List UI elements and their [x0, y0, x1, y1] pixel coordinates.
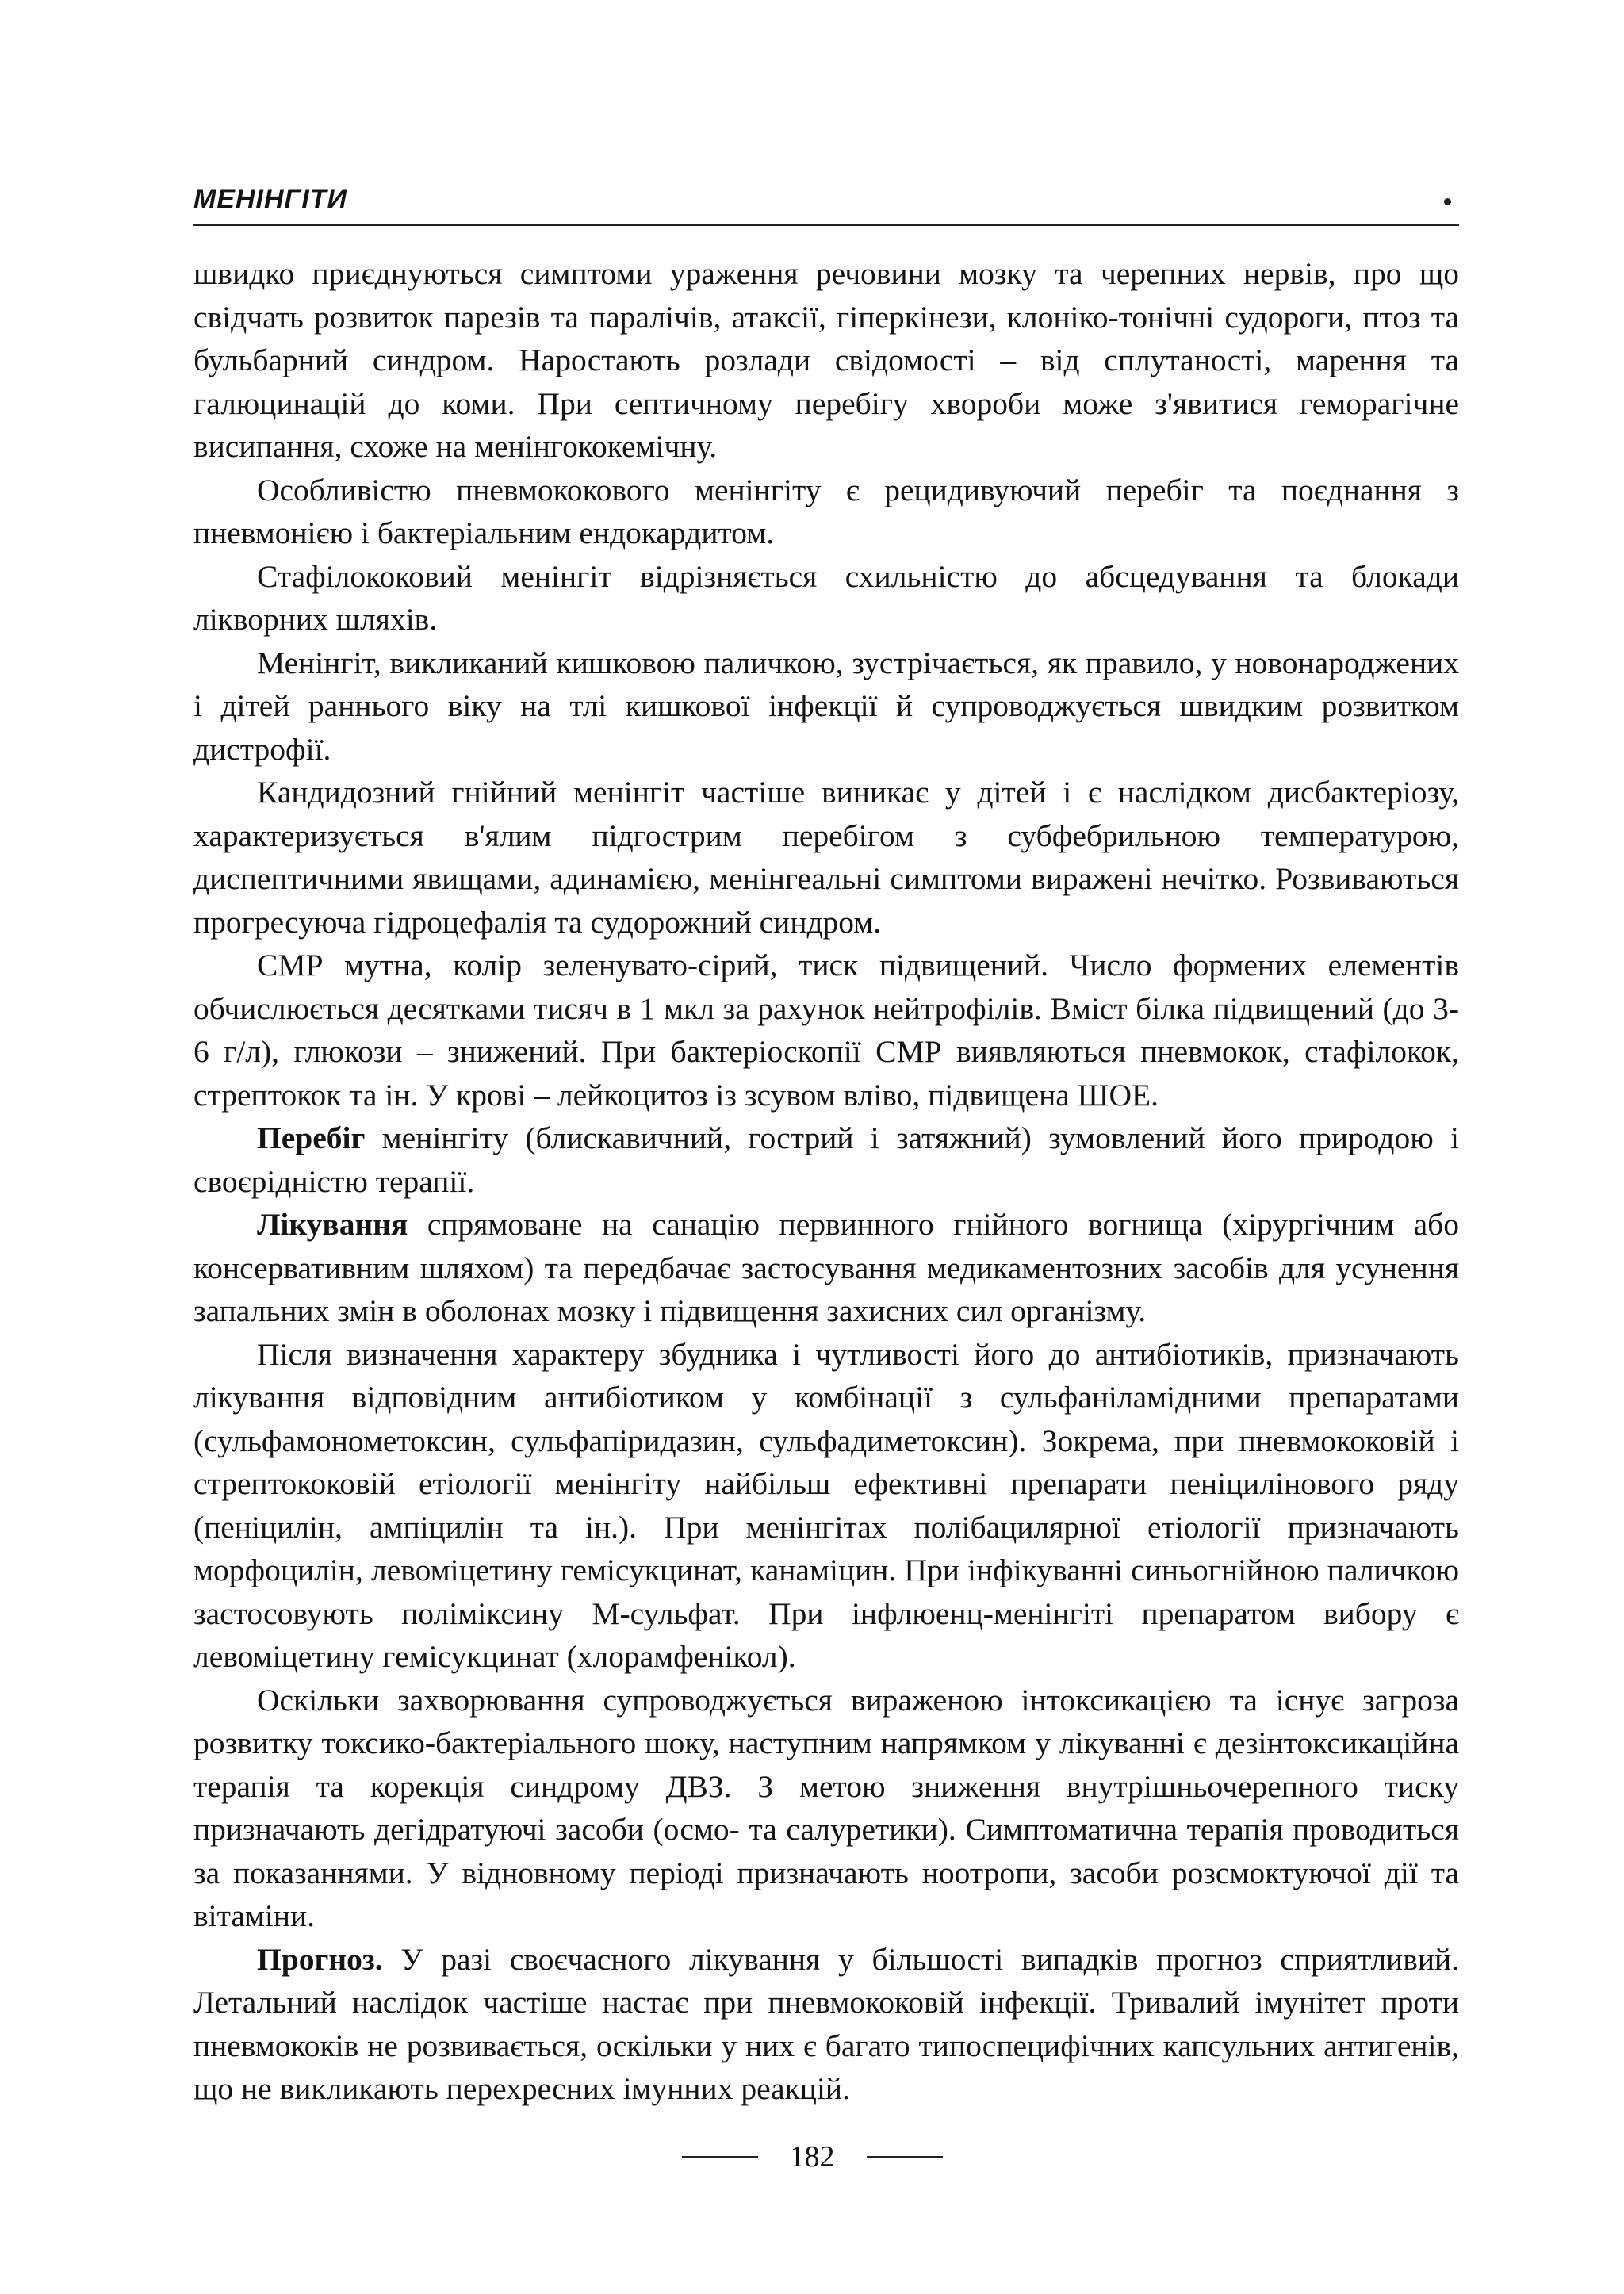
running-title: МЕНІНГІТИ [193, 184, 348, 214]
page-body [193, 252, 1459, 2111]
paragraph: СМР мутна, колір зеленувато-сірий, тиск підвищений. Число формених елементів обчислюється десятками тисяч в 1 мкл за рахунок нейтрофілів. Вміст білка підвищений (до 3-6 г/л), глюкози – знижений. При бактеріоскопії СМР виявляються пневмокок, стафілокок, стрептокок та ін. У крові – лейкоцитоз із зсувом вліво, підвищена ШОЕ. [193, 948, 1459, 1113]
paragraph: Особливістю пневмококового менінгіту є рецидивуючий перебіг та поєднання з пневмонією і бактеріальним ендокардитом. [193, 472, 1459, 550]
paragraph [193, 1938, 1459, 2111]
paragraph-text: У разі своєчасного лікування у більшості випадків прогноз сприятливий. Летальний наслідок частіше настає при пневмококовій інфекції. Тривалий імунітет проти пневмококів не розвивається, оскільки у них є багато типоспецифічних капсульних антигенів, що не викликають перехресних імунних реакцій. [193, 1941, 1459, 2106]
bullet-dot-icon [1444, 198, 1451, 205]
paragraph: Після визначення характеру збудника і чутливості його до антибіотиків, призначають лікування відповідним антибіотиком у комбінації з сульфаніламідними препаратами (сульфамонометоксин, сульфапіридазин, сульфадиметоксин). Зокрема, при пневмококовій і стрептококовій етіології менінгіту найбільш ефективні препарати пеніцилінового ряду (пеніцилін, ампіцилін та ін.). При менінгітах полібацилярної етіології призначають морфоцилін, левоміцетину гемісукцинат, канаміцин. При інфікуванні синьогнійною паличкою застосовують поліміксину М-сульфат. При інфлюенц-менінгіті препаратом вибору є левоміцетину гемісукцинат (хлорамфенікол). [193, 1336, 1459, 1674]
section-lead-treatment: Лікування [257, 1207, 408, 1242]
paragraph [193, 1116, 1459, 1203]
paragraph: швидко приєднуються симптоми ураження речовини мозку та черепних нервів, про що свідчать розвиток парезів та паралічів, атаксії, гіперкінези, клоніко-тонічні судороги, птоз та бульбарний синдром. Наростають розлади свідомості – від сплутаності, марення та галюцинацій до коми. При септичному перебігу хвороби може з'явитися геморагічне висипання, схоже на менінгококемічну. [193, 256, 1459, 464]
section-lead-course: Перебіг [257, 1120, 366, 1155]
paragraph: Стафілококовий менінгіт відрізняється схильністю до абсцедування та блокади лікворних шляхів. [193, 558, 1459, 637]
footer-rule-right [867, 2156, 943, 2158]
paragraph-text: менінгіту (блискавичний, гострий і затяжний) зумовлений його природою і своєрідністю терапії. [193, 1120, 1459, 1199]
paragraph-text: спрямоване на санацію первинного гнійного вогнища (хірургічним або консервативним шляхом) та передбачає застосування медикаментозних засобів для усунення запальних змін в оболонах мозку і підвищення захисних сил організму. [193, 1207, 1459, 1328]
section-lead-prognosis: Прогноз. [257, 1941, 383, 1977]
running-header [193, 179, 1459, 226]
page-footer [0, 2133, 1624, 2181]
paragraph: Менінгіт, викликаний кишковою паличкою, зустрічається, як правило, у новонароджених і дітей раннього віку на тлі кишкової інфекції й супроводжується швидким розвитком дистрофії. [193, 645, 1459, 767]
page-number: 182 [789, 2140, 835, 2173]
paragraph [193, 1203, 1459, 1333]
paragraph: Кандидозний гнійний менінгіт частіше виникає у дітей і є наслідком дисбактеріозу, характеризується в'ялим підгострим перебігом з субфебрильною температурою, диспептичними явищами, адинамією, менінгеальні симптоми виражені нечітко. Розвиваються прогресуюча гідроцефалія та судорожний синдром. [193, 775, 1459, 940]
paragraph: Оскільки захворювання супроводжується вираженою інтоксикацією та існує загроза розвитку токсико-бактеріального шоку, наступним напрямком у лікуванні є дезінтоксикаційна терапія та корекція синдрому ДВЗ. З метою зниження внутрішньочерепного тиску призначають дегідратуючі засоби (осмо- та салуретики). Симптоматична терапія проводиться за показаннями. У відновному періоді призначають ноотропи, засоби розсмоктуючої дії та вітаміни. [193, 1682, 1459, 1933]
footer-rule-left [682, 2156, 758, 2158]
